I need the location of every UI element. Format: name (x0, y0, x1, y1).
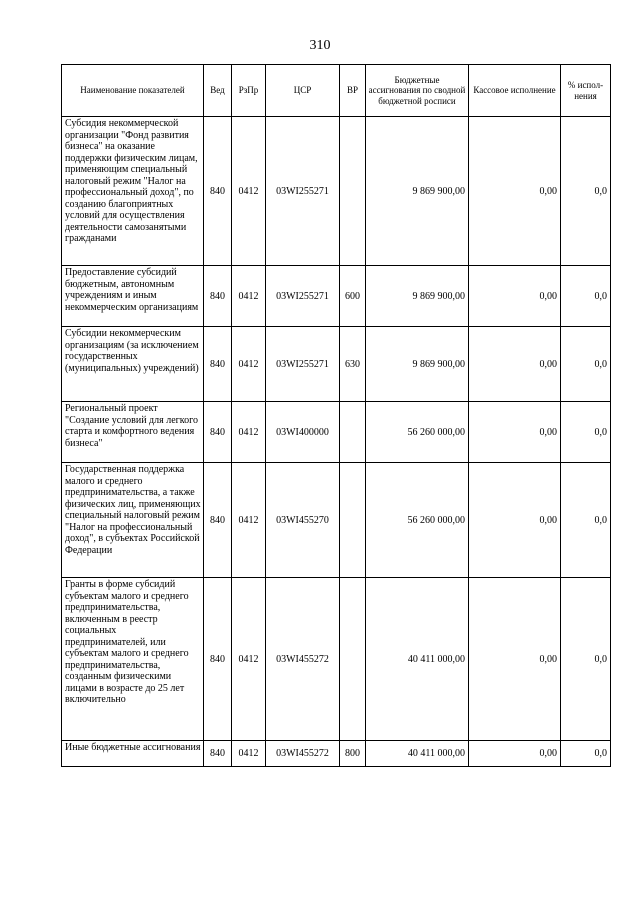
row-budget: 56 260 000,00 (366, 463, 469, 578)
row-name: Субсидия некоммерческой организации "Фонд развития бизнеса" на оказание поддержки физическим лицам, применяющим специальный налоговый режим "Налог на профессиональный доход", по созданию благоприятных условий для осуществления деятельности самозанятыми гражданами (62, 117, 204, 266)
row-kassa: 0,00 (469, 327, 561, 402)
table-header-row (62, 65, 611, 117)
row-name: Предоставление субсидий бюджетным, автономным учреждениям и иным некоммерческим организациям (62, 266, 204, 327)
row-rzpr: 0412 (232, 266, 266, 327)
row-ved: 840 (204, 266, 232, 327)
row-budget: 56 260 000,00 (366, 402, 469, 463)
row-budget: 40 411 000,00 (366, 741, 469, 767)
row-kassa: 0,00 (469, 117, 561, 266)
row-csr: 03WI455272 (266, 741, 340, 767)
table-row (62, 117, 611, 266)
row-pct: 0,0 (561, 402, 611, 463)
row-pct: 0,0 (561, 578, 611, 741)
row-vr: 630 (340, 327, 366, 402)
row-pct: 0,0 (561, 327, 611, 402)
row-csr: 03WI455270 (266, 463, 340, 578)
row-kassa: 0,00 (469, 741, 561, 767)
header-rzpr: РзПр (232, 65, 266, 117)
row-ved: 840 (204, 578, 232, 741)
row-csr: 03WI255271 (266, 327, 340, 402)
row-kassa: 0,00 (469, 402, 561, 463)
row-kassa: 0,00 (469, 463, 561, 578)
header-csr: ЦСР (266, 65, 340, 117)
row-pct: 0,0 (561, 741, 611, 767)
header-pct: % испол-нения (561, 65, 611, 117)
row-rzpr: 0412 (232, 741, 266, 767)
row-csr: 03WI400000 (266, 402, 340, 463)
page-number: 310 (309, 38, 331, 53)
row-kassa: 0,00 (469, 578, 561, 741)
budget-table (61, 64, 611, 767)
row-name: Региональный проект "Создание условий для легкого старта и комфортного ведения бизнеса" (62, 402, 204, 463)
header-name: Наименование показателей (62, 65, 204, 117)
row-ved: 840 (204, 741, 232, 767)
table-row (62, 266, 611, 327)
row-rzpr: 0412 (232, 402, 266, 463)
row-rzpr: 0412 (232, 117, 266, 266)
row-rzpr: 0412 (232, 327, 266, 402)
row-name: Иные бюджетные ассигнования (62, 741, 204, 767)
row-kassa: 0,00 (469, 266, 561, 327)
row-csr: 03WI455272 (266, 578, 340, 741)
row-ved: 840 (204, 402, 232, 463)
header-kassa: Кассовое исполнение (469, 65, 561, 117)
row-ved: 840 (204, 463, 232, 578)
row-budget: 9 869 900,00 (366, 327, 469, 402)
row-rzpr: 0412 (232, 463, 266, 578)
row-rzpr: 0412 (232, 578, 266, 741)
table-row (62, 578, 611, 741)
row-pct: 0,0 (561, 463, 611, 578)
row-vr (340, 402, 366, 463)
header-ved: Вед (204, 65, 232, 117)
header-budget: Бюджетные ассигнования по сводной бюджетной росписи (366, 65, 469, 117)
row-vr: 800 (340, 741, 366, 767)
row-csr: 03WI255271 (266, 266, 340, 327)
row-budget: 9 869 900,00 (366, 266, 469, 327)
table-row (62, 327, 611, 402)
row-budget: 9 869 900,00 (366, 117, 469, 266)
header-vr: ВР (340, 65, 366, 117)
table-row (62, 741, 611, 767)
row-vr (340, 117, 366, 266)
row-pct: 0,0 (561, 266, 611, 327)
row-name: Государственная поддержка малого и среднего предпринимательства, а также физических лиц, применяющих специальный налоговый режим "Налог на профессиональный доход", в субъектах Российской Федерации (62, 463, 204, 578)
row-name: Субсидии некоммерческим организациям (за исключением государственных (муниципальных) учреждений) (62, 327, 204, 402)
row-vr: 600 (340, 266, 366, 327)
row-budget: 40 411 000,00 (366, 578, 469, 741)
row-name: Гранты в форме субсидий субъектам малого и среднего предпринимательства, включенным в реестр социальных предпринимателей, или субъектам малого и среднего предпринимательства, созданным физическими лицами в возрасте до 25 лет включительно (62, 578, 204, 741)
table-row (62, 402, 611, 463)
row-pct: 0,0 (561, 117, 611, 266)
row-csr: 03WI255271 (266, 117, 340, 266)
row-ved: 840 (204, 117, 232, 266)
table-row (62, 463, 611, 578)
row-vr (340, 463, 366, 578)
row-ved: 840 (204, 327, 232, 402)
row-vr (340, 578, 366, 741)
